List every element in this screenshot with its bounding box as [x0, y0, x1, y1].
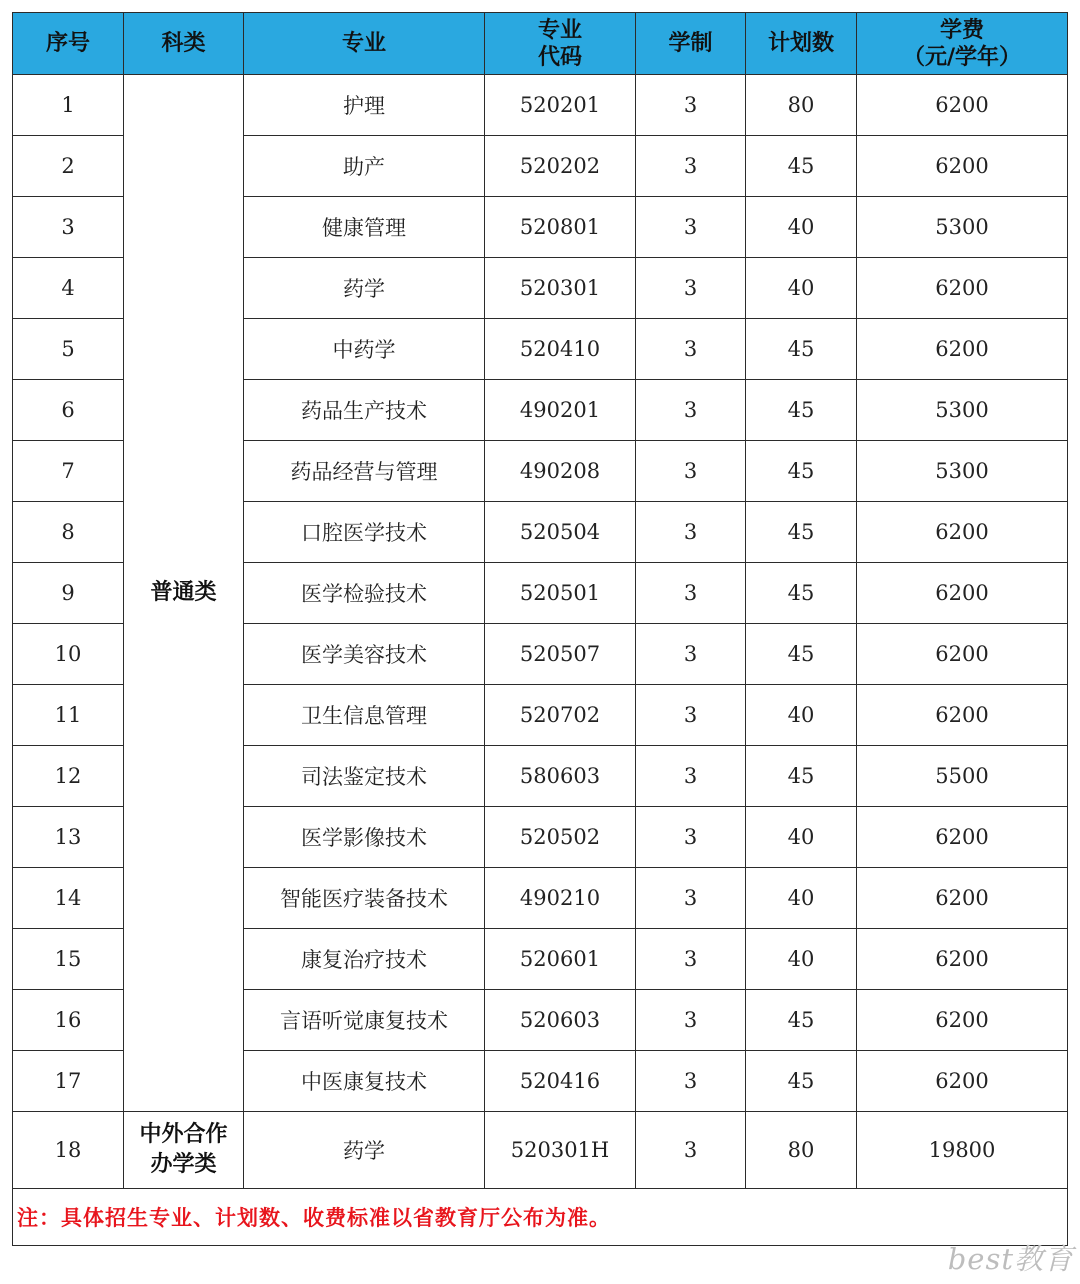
fee-cell: 6200: [857, 624, 1068, 685]
code-cell: 520507: [485, 624, 636, 685]
table-body: [13, 75, 1068, 1246]
code-cell: 520702: [485, 685, 636, 746]
header-fee: [857, 13, 1068, 75]
plan-cell: 45: [746, 441, 857, 502]
duration-cell: 3: [636, 685, 746, 746]
code-cell: 520502: [485, 807, 636, 868]
duration-cell: 3: [636, 807, 746, 868]
header-major: 专业: [244, 13, 485, 75]
seq-cell: 11: [13, 685, 124, 746]
major-cell: 智能医疗装备技术: [244, 868, 485, 929]
plan-cell: 80: [746, 1112, 857, 1189]
major-cell: 医学检验技术: [244, 563, 485, 624]
fee-cell: 5300: [857, 441, 1068, 502]
fee-cell: 6200: [857, 258, 1068, 319]
plan-cell: 80: [746, 75, 857, 136]
seq-cell: 9: [13, 563, 124, 624]
code-cell: 490210: [485, 868, 636, 929]
code-cell: 520801: [485, 197, 636, 258]
major-cell: 健康管理: [244, 197, 485, 258]
major-cell: 卫生信息管理: [244, 685, 485, 746]
code-cell: 520301: [485, 258, 636, 319]
plan-cell: 40: [746, 807, 857, 868]
code-cell: 520410: [485, 319, 636, 380]
plan-cell: 45: [746, 136, 857, 197]
seq-cell: 3: [13, 197, 124, 258]
plan-cell: 40: [746, 197, 857, 258]
major-cell: 药学: [244, 1112, 485, 1189]
duration-cell: 3: [636, 380, 746, 441]
seq-cell: 4: [13, 258, 124, 319]
major-cell: 康复治疗技术: [244, 929, 485, 990]
major-cell: 药学: [244, 258, 485, 319]
fee-cell: 6200: [857, 319, 1068, 380]
duration-cell: 3: [636, 746, 746, 807]
fee-cell: 5500: [857, 746, 1068, 807]
duration-cell: 3: [636, 197, 746, 258]
table-row: [13, 1112, 1068, 1189]
plan-cell: 45: [746, 563, 857, 624]
plan-cell: 40: [746, 685, 857, 746]
seq-cell: 7: [13, 441, 124, 502]
seq-cell: 18: [13, 1112, 124, 1189]
plan-cell: 40: [746, 868, 857, 929]
header-category: 科类: [124, 13, 244, 75]
fee-cell: 5300: [857, 380, 1068, 441]
major-cell: 药品生产技术: [244, 380, 485, 441]
major-cell: 医学影像技术: [244, 807, 485, 868]
header-fee-line2: （元/学年）: [902, 44, 1022, 70]
major-cell: 司法鉴定技术: [244, 746, 485, 807]
duration-cell: 3: [636, 1051, 746, 1112]
seq-cell: 5: [13, 319, 124, 380]
seq-cell: 8: [13, 502, 124, 563]
major-cell: 医学美容技术: [244, 624, 485, 685]
fee-cell: 6200: [857, 868, 1068, 929]
code-cell: 520601: [485, 929, 636, 990]
fee-cell: 6200: [857, 990, 1068, 1051]
fee-cell: 6200: [857, 685, 1068, 746]
duration-cell: 3: [636, 136, 746, 197]
code-cell: 520504: [485, 502, 636, 563]
code-cell: 580603: [485, 746, 636, 807]
plan-cell: 40: [746, 929, 857, 990]
seq-cell: 10: [13, 624, 124, 685]
category-coop-line1: 中外合作: [139, 1122, 228, 1147]
note-row: [13, 1189, 1068, 1246]
note-text: 注：具体招生专业、计划数、收费标准以省教育厅公布为准。: [13, 1189, 1068, 1246]
plan-cell: 40: [746, 258, 857, 319]
seq-cell: 14: [13, 868, 124, 929]
code-cell: 490208: [485, 441, 636, 502]
seq-cell: 15: [13, 929, 124, 990]
duration-cell: 3: [636, 502, 746, 563]
seq-cell: 17: [13, 1051, 124, 1112]
seq-cell: 2: [13, 136, 124, 197]
duration-cell: 3: [636, 75, 746, 136]
major-cell: 口腔医学技术: [244, 502, 485, 563]
duration-cell: 3: [636, 929, 746, 990]
fee-cell: 6200: [857, 502, 1068, 563]
plan-cell: 45: [746, 746, 857, 807]
duration-cell: 3: [636, 563, 746, 624]
code-cell: 520603: [485, 990, 636, 1051]
duration-cell: 3: [636, 258, 746, 319]
fee-cell: 6200: [857, 75, 1068, 136]
duration-cell: 3: [636, 1112, 746, 1189]
fee-cell: 6200: [857, 136, 1068, 197]
seq-cell: 13: [13, 807, 124, 868]
plan-cell: 45: [746, 624, 857, 685]
major-cell: 中医康复技术: [244, 1051, 485, 1112]
duration-cell: 3: [636, 319, 746, 380]
major-cell: 中药学: [244, 319, 485, 380]
fee-cell: 6200: [857, 1051, 1068, 1112]
enrollment-plan-table-container: [12, 12, 1067, 1246]
fee-cell: 5300: [857, 197, 1068, 258]
fee-cell: 6200: [857, 563, 1068, 624]
category-cell-coop: [124, 1112, 244, 1189]
fee-cell: 6200: [857, 807, 1068, 868]
header-fee-line1: 学费: [939, 17, 984, 43]
major-cell: 言语听觉康复技术: [244, 990, 485, 1051]
code-cell: 520301H: [485, 1112, 636, 1189]
plan-cell: 45: [746, 319, 857, 380]
plan-cell: 45: [746, 380, 857, 441]
seq-cell: 12: [13, 746, 124, 807]
major-cell: 药品经营与管理: [244, 441, 485, 502]
fee-cell: 19800: [857, 1112, 1068, 1189]
header-plan: 计划数: [746, 13, 857, 75]
duration-cell: 3: [636, 990, 746, 1051]
code-cell: 520202: [485, 136, 636, 197]
plan-cell: 45: [746, 502, 857, 563]
major-cell: 护理: [244, 75, 485, 136]
header-row: [13, 13, 1068, 75]
header-code: [485, 13, 636, 75]
code-cell: 520201: [485, 75, 636, 136]
category-cell-regular: 普通类: [124, 75, 244, 1112]
duration-cell: 3: [636, 441, 746, 502]
watermark-logo: best教育: [947, 1242, 1074, 1276]
major-cell: 助产: [244, 136, 485, 197]
header-seq: 序号: [13, 13, 124, 75]
header-code-line1: 专业: [537, 17, 582, 43]
plan-cell: 45: [746, 990, 857, 1051]
fee-cell: 6200: [857, 929, 1068, 990]
enrollment-plan-table: [12, 12, 1068, 1246]
seq-cell: 1: [13, 75, 124, 136]
header-code-line2: 代码: [537, 44, 582, 70]
plan-cell: 45: [746, 1051, 857, 1112]
table-row: [13, 75, 1068, 136]
category-coop-line2: 办学类: [150, 1152, 217, 1177]
header-duration: 学制: [636, 13, 746, 75]
code-cell: 490201: [485, 380, 636, 441]
duration-cell: 3: [636, 868, 746, 929]
duration-cell: 3: [636, 624, 746, 685]
seq-cell: 16: [13, 990, 124, 1051]
code-cell: 520416: [485, 1051, 636, 1112]
code-cell: 520501: [485, 563, 636, 624]
seq-cell: 6: [13, 380, 124, 441]
